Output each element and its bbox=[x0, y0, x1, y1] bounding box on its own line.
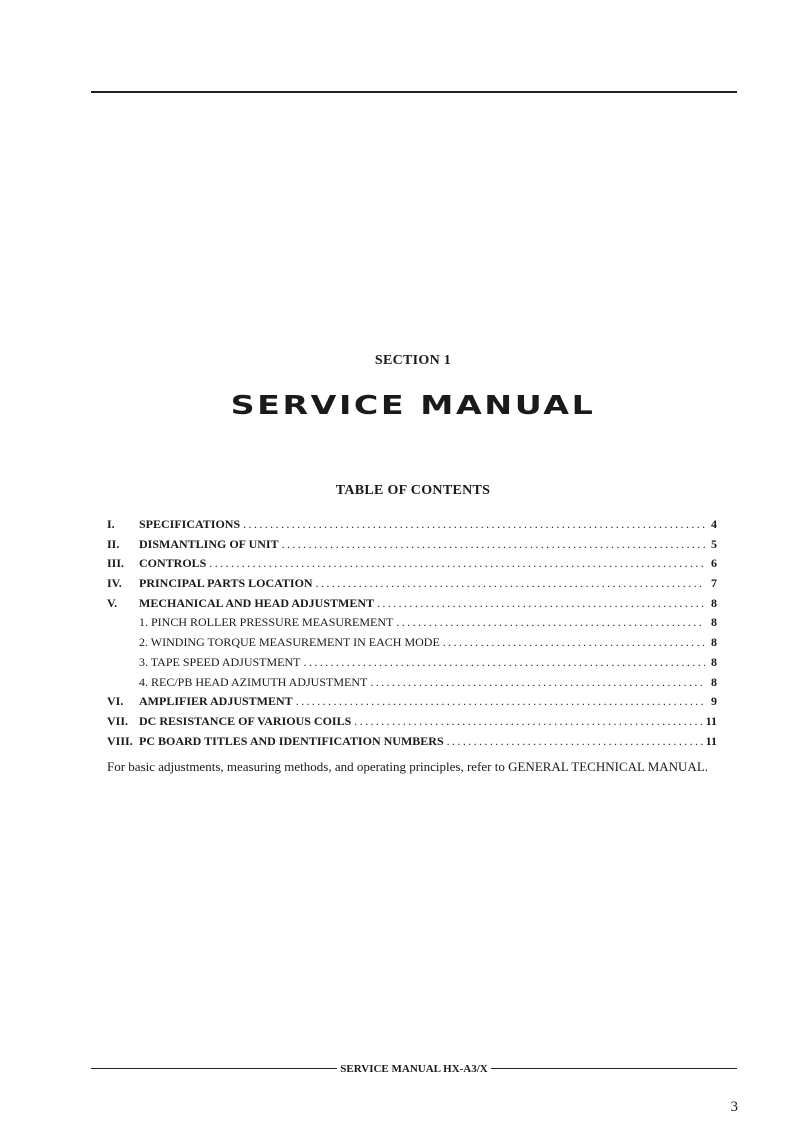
toc-entry-text: 2. WINDING TORQUE MEASUREMENT IN EACH MODE bbox=[139, 635, 440, 650]
toc-entry-text: MECHANICAL AND HEAD ADJUSTMENT bbox=[139, 595, 375, 610]
toc-entry-specifications bbox=[107, 515, 717, 535]
toc-entry-text: 1. PINCH ROLLER PRESSURE MEASUREMENT bbox=[139, 615, 394, 630]
toc-page-number: 5 bbox=[711, 536, 717, 551]
toc-entry-amplifier-adjustment bbox=[107, 692, 717, 712]
toc-numeral: V. bbox=[107, 595, 118, 610]
dot-leader bbox=[243, 515, 705, 535]
toc-entry-text: DISMANTLING OF UNIT bbox=[139, 536, 279, 551]
toc-entry-text: CONTROLS bbox=[139, 556, 207, 571]
toc-entry-text: PRINCIPAL PARTS LOCATION bbox=[139, 576, 313, 591]
toc-numeral: IV. bbox=[107, 576, 122, 591]
dot-leader bbox=[296, 692, 705, 712]
toc-subentry-head-azimuth bbox=[107, 673, 717, 693]
footer bbox=[91, 1061, 737, 1077]
toc-entry-text: DC RESISTANCE OF VARIOUS COILS bbox=[139, 713, 352, 728]
toc-entry-dc-resistance bbox=[107, 712, 717, 732]
toc-page-number: 6 bbox=[711, 556, 717, 571]
toc-subentry-tape-speed bbox=[107, 653, 717, 673]
dot-leader bbox=[316, 574, 705, 594]
top-rule bbox=[91, 91, 737, 93]
toc-entry-text: 3. TAPE SPEED ADJUSTMENT bbox=[139, 654, 301, 669]
dot-leader bbox=[209, 554, 705, 574]
toc-numeral: II. bbox=[107, 536, 120, 551]
dot-leader bbox=[396, 613, 705, 633]
dot-leader bbox=[354, 712, 705, 732]
toc-numeral: I. bbox=[107, 517, 115, 531]
dot-leader bbox=[370, 673, 705, 693]
toc-page-number: 9 bbox=[711, 694, 717, 709]
toc-page-number: 8 bbox=[711, 595, 717, 610]
toc-page-number: 8 bbox=[711, 674, 717, 689]
toc-page-number: 8 bbox=[711, 615, 717, 630]
toc-entry-pc-board-titles bbox=[107, 732, 717, 752]
toc-entry-text: PC BOARD TITLES AND IDENTIFICATION NUMBERS bbox=[139, 733, 444, 748]
toc-entry-dismantling bbox=[107, 535, 717, 555]
dot-leader bbox=[282, 535, 705, 555]
toc-page-number: 4 bbox=[711, 517, 717, 531]
toc-subentry-pinch-roller bbox=[107, 613, 717, 633]
toc-page-number: 7 bbox=[711, 576, 717, 591]
page-number: 3 bbox=[730, 1099, 738, 1115]
toc-page-number: 11 bbox=[705, 733, 717, 748]
toc-entry-controls bbox=[107, 554, 717, 574]
footer-rule-right bbox=[491, 1068, 737, 1069]
toc-title: TABLE OF CONTENTS bbox=[335, 483, 491, 498]
toc-entry-mechanical-adjustment bbox=[107, 594, 717, 614]
dot-leader bbox=[443, 633, 705, 653]
toc-subentry-winding-torque bbox=[107, 633, 717, 653]
toc-entry-parts-location bbox=[107, 574, 717, 594]
toc-page-number: 8 bbox=[711, 635, 717, 650]
toc-numeral: III. bbox=[107, 556, 125, 571]
table-of-contents bbox=[107, 515, 717, 751]
manual-title: SERVICE MANUAL bbox=[230, 391, 596, 421]
toc-numeral: VIII. bbox=[107, 733, 133, 748]
footer-title: SERVICE MANUAL HX-A3/X bbox=[340, 1063, 488, 1075]
toc-entry-text: AMPLIFIER ADJUSTMENT bbox=[139, 694, 293, 709]
toc-page-number: 8 bbox=[711, 654, 717, 669]
reference-note: For basic adjustments, measuring methods, and operating principles, refer to GENERAL TECHNICAL MANUAL. bbox=[107, 759, 709, 774]
toc-numeral: VII. bbox=[107, 713, 129, 728]
dot-leader bbox=[377, 594, 705, 614]
dot-leader bbox=[447, 732, 705, 752]
toc-numeral: VI. bbox=[107, 694, 124, 709]
toc-entry-text: 4. REC/PB HEAD AZIMUTH ADJUSTMENT bbox=[139, 674, 368, 689]
toc-entry-text: SPECIFICATIONS bbox=[139, 517, 241, 531]
section-label: SECTION 1 bbox=[374, 353, 452, 368]
dot-leader bbox=[304, 653, 705, 673]
toc-page-number: 11 bbox=[705, 713, 717, 728]
